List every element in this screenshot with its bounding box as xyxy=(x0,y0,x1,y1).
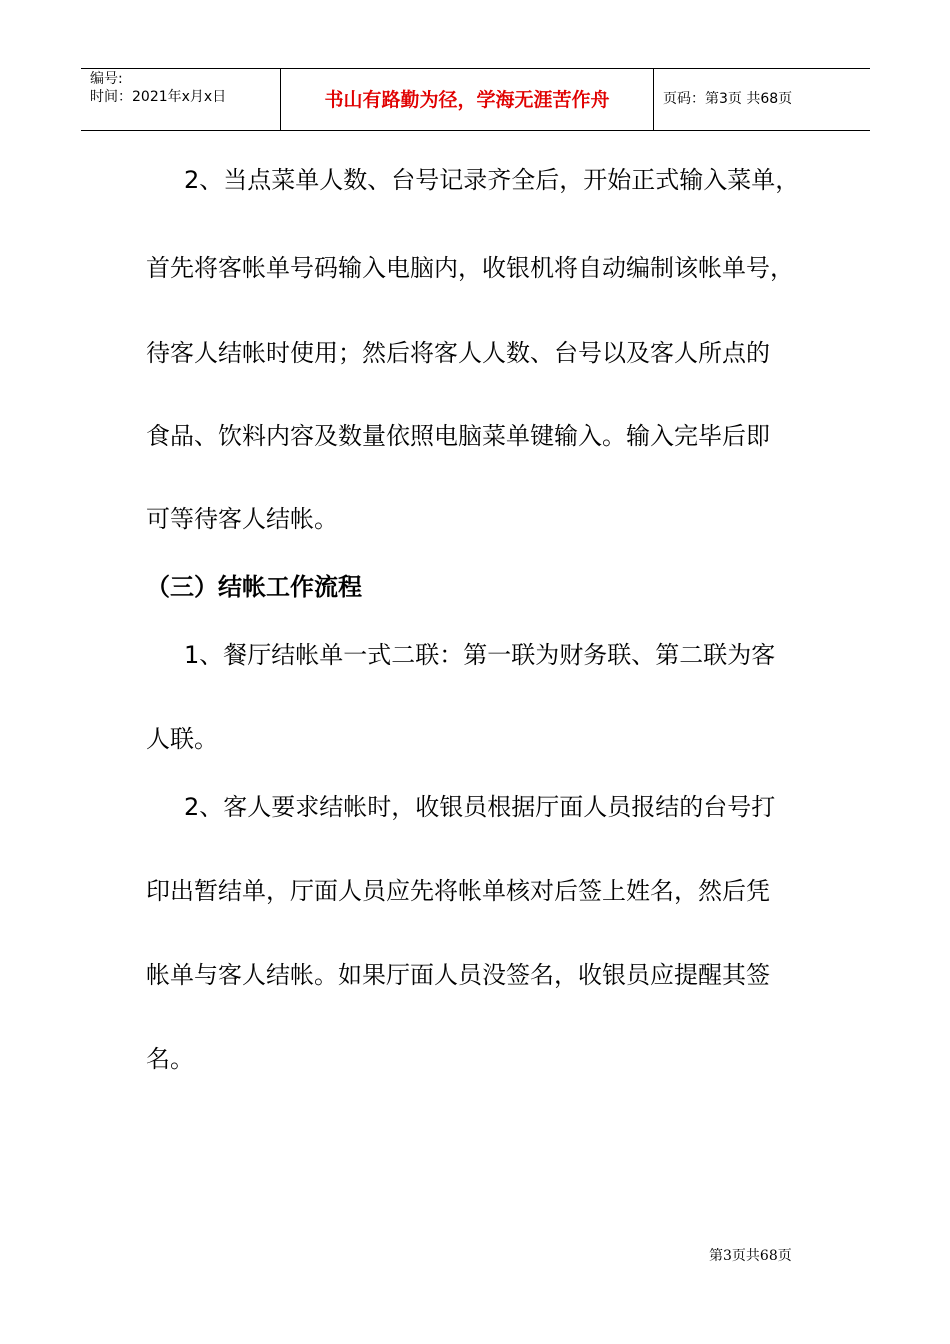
body-line-12: 名。 xyxy=(146,1045,194,1073)
document-time-label: 时间：2021年x月x日 xyxy=(90,89,227,105)
header-motto: 书山有路勤为径，学海无涯苦作舟 xyxy=(324,89,610,111)
document-number-label: 编号: xyxy=(90,71,123,87)
body-line-8: 人联。 xyxy=(146,725,218,753)
body-line-10: 印出暂结单，厅面人员应先将帐单核对后签上姓名，然后凭 xyxy=(146,877,770,905)
header-page-cell xyxy=(654,69,870,130)
document-header xyxy=(81,68,870,131)
section-heading: （三）结帐工作流程 xyxy=(146,573,362,601)
header-motto-cell xyxy=(281,69,654,130)
body-line-4: 食品、饮料内容及数量依照电脑菜单键输入。输入完毕后即 xyxy=(146,422,770,450)
header-page-info: 页码：第3页 共68页 xyxy=(663,91,793,107)
body-line-9: 2、客人要求结帐时，收银员根据厅面人员报结的台号打 xyxy=(184,793,776,821)
body-line-3: 待客人结帐时使用；然后将客人人数、台号以及客人所点的 xyxy=(146,339,770,367)
page-footer: 第3页共68页 xyxy=(709,1248,792,1264)
header-left-cell xyxy=(81,69,281,130)
body-line-1: 2、当点菜单人数、台号记录齐全后，开始正式输入菜单， xyxy=(184,166,800,194)
body-line-11: 帐单与客人结帐。如果厅面人员没签名，收银员应提醒其签 xyxy=(146,961,770,989)
body-line-2: 首先将客帐单号码输入电脑内，收银机将自动编制该帐单号， xyxy=(146,254,794,282)
body-line-7: 1、餐厅结帐单一式二联：第一联为财务联、第二联为客 xyxy=(184,641,776,669)
body-line-5: 可等待客人结帐。 xyxy=(146,505,338,533)
